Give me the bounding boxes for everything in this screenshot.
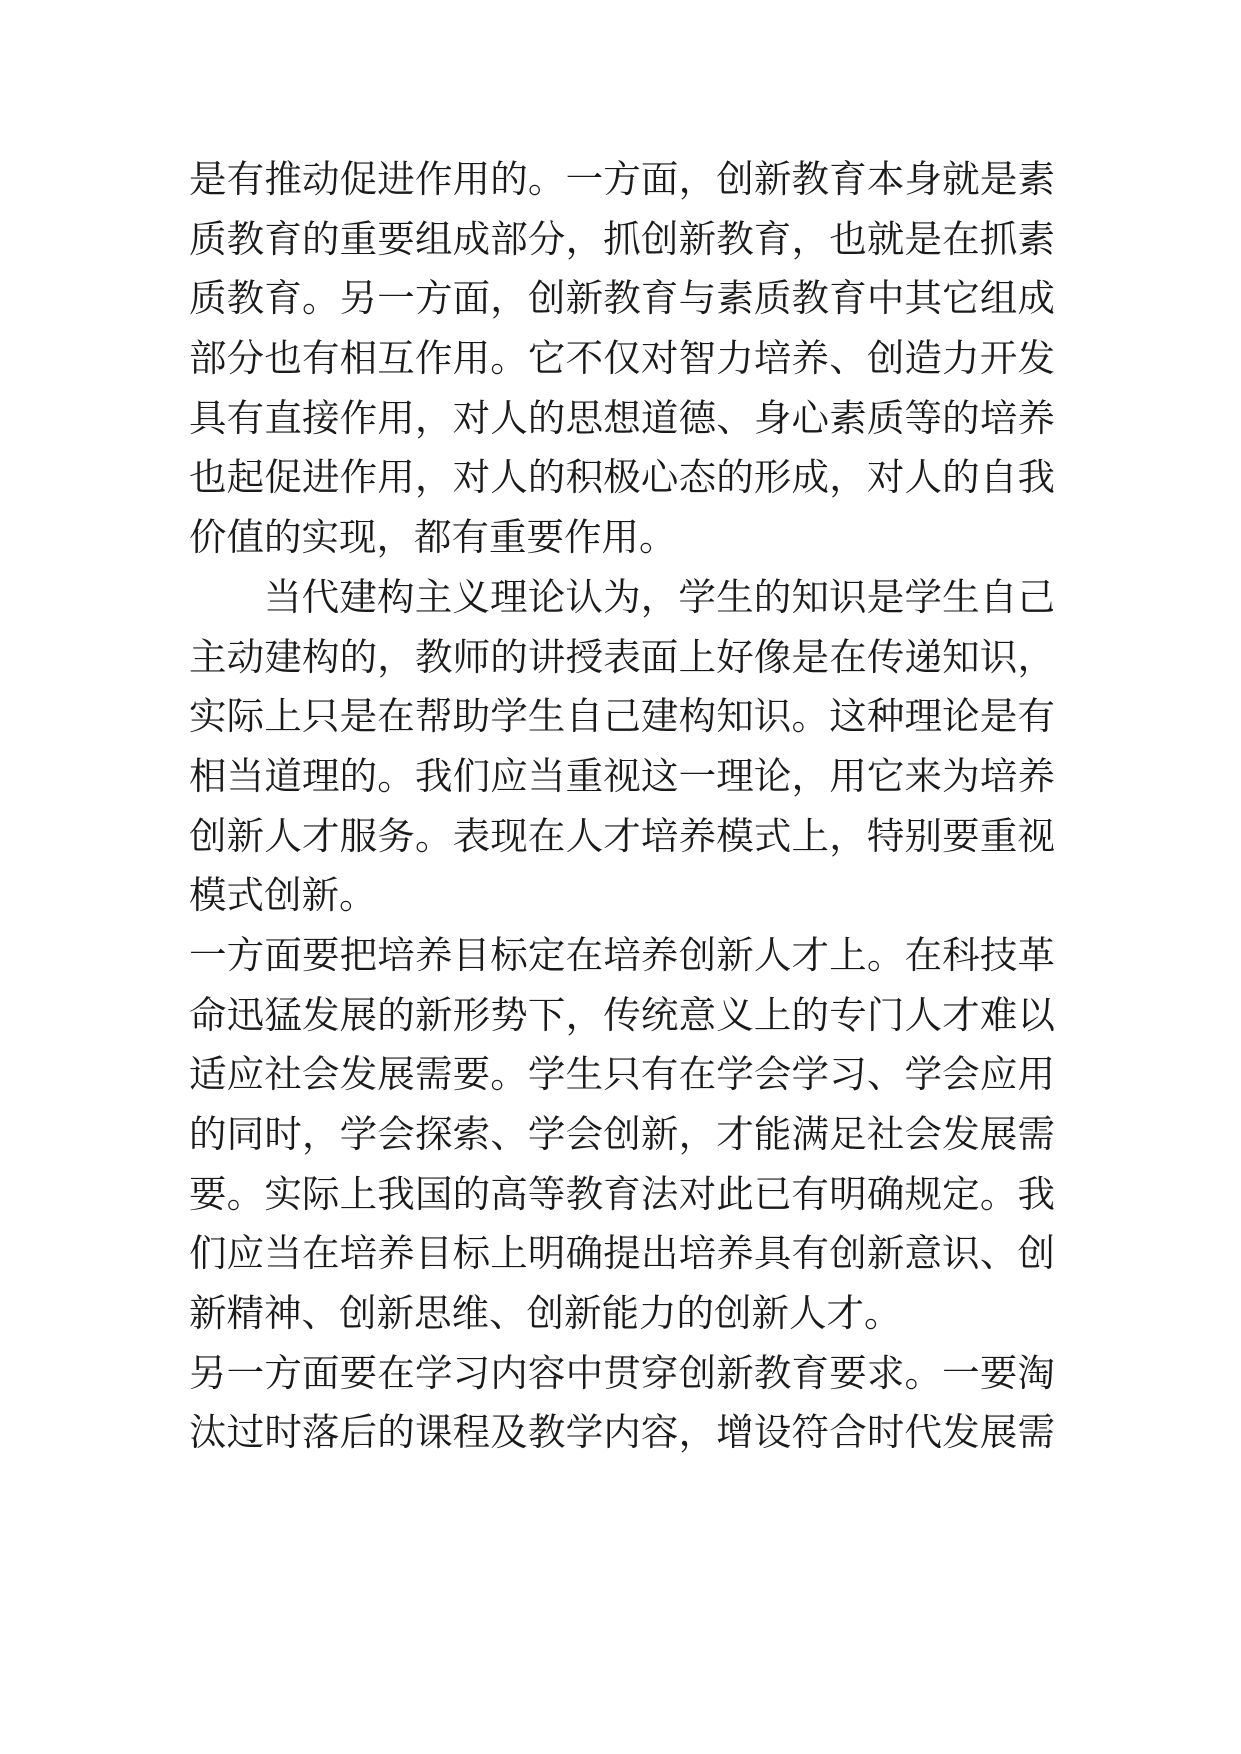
text-line: 具有直接作用，对人的思想道德、身心素质等的培养 — [189, 395, 1055, 440]
text-line: 一方面要把培养目标定在培养创新人才上。在科技革 — [189, 932, 1055, 977]
text-line: 质教育的重要组成部分，抓创新教育，也就是在抓素 — [189, 216, 1055, 261]
paragraph — [189, 150, 1055, 568]
text-line: 相当道理的。我们应当重视这一理论，用它来为培养 — [189, 753, 1055, 798]
paragraph — [189, 568, 1055, 926]
text-line: 要。实际上我国的高等教育法对此已有明确规定。我 — [189, 1171, 1055, 1216]
paragraph — [189, 926, 1055, 1344]
text-line: 新精神、创新思维、创新能力的创新人才。 — [189, 1291, 902, 1336]
text-line: 创新人才服务。表现在人才培养模式上，特别要重视 — [189, 813, 1055, 858]
text-line: 是有推动促进作用的。一方面，创新教育本身就是素 — [189, 157, 1055, 201]
text-line: 命迅猛发展的新形势下，传统意义上的专门人才难以 — [189, 992, 1055, 1037]
body-text — [189, 150, 1055, 1463]
text-line: 主动建构的，教师的讲授表面上好像是在传递知识， — [189, 634, 1055, 679]
text-line: 模式创新。 — [189, 873, 377, 918]
text-line: 价值的实现，都有重要作用。 — [189, 515, 677, 560]
text-line: 部分也有相互作用。它不仅对智力培养、创造力开发 — [189, 336, 1055, 381]
paragraph — [189, 1344, 1055, 1463]
text-line: 汰过时落后的课程及教学内容，增设符合时代发展需 — [189, 1410, 1055, 1455]
text-line: 的同时，学会探索、学会创新，才能满足社会发展需 — [189, 1112, 1055, 1156]
text-line: 也起促进作用，对人的积极心态的形成，对人的自我 — [189, 455, 1055, 500]
text-line: 适应社会发展需要。学生只有在学会学习、学会应用 — [189, 1052, 1055, 1097]
text-line: 们应当在培养目标上明确提出培养具有创新意识、创 — [189, 1231, 1055, 1276]
text-line: 另一方面要在学习内容中贯穿创新教育要求。一要淘 — [189, 1350, 1055, 1395]
text-line: 质教育。另一方面，创新教育与素质教育中其它组成 — [189, 276, 1055, 321]
text-line: 当代建构主义理论认为，学生的知识是学生自己 — [264, 574, 1055, 619]
text-line: 实际上只是在帮助学生自己建构知识。这种理论是有 — [189, 694, 1055, 739]
